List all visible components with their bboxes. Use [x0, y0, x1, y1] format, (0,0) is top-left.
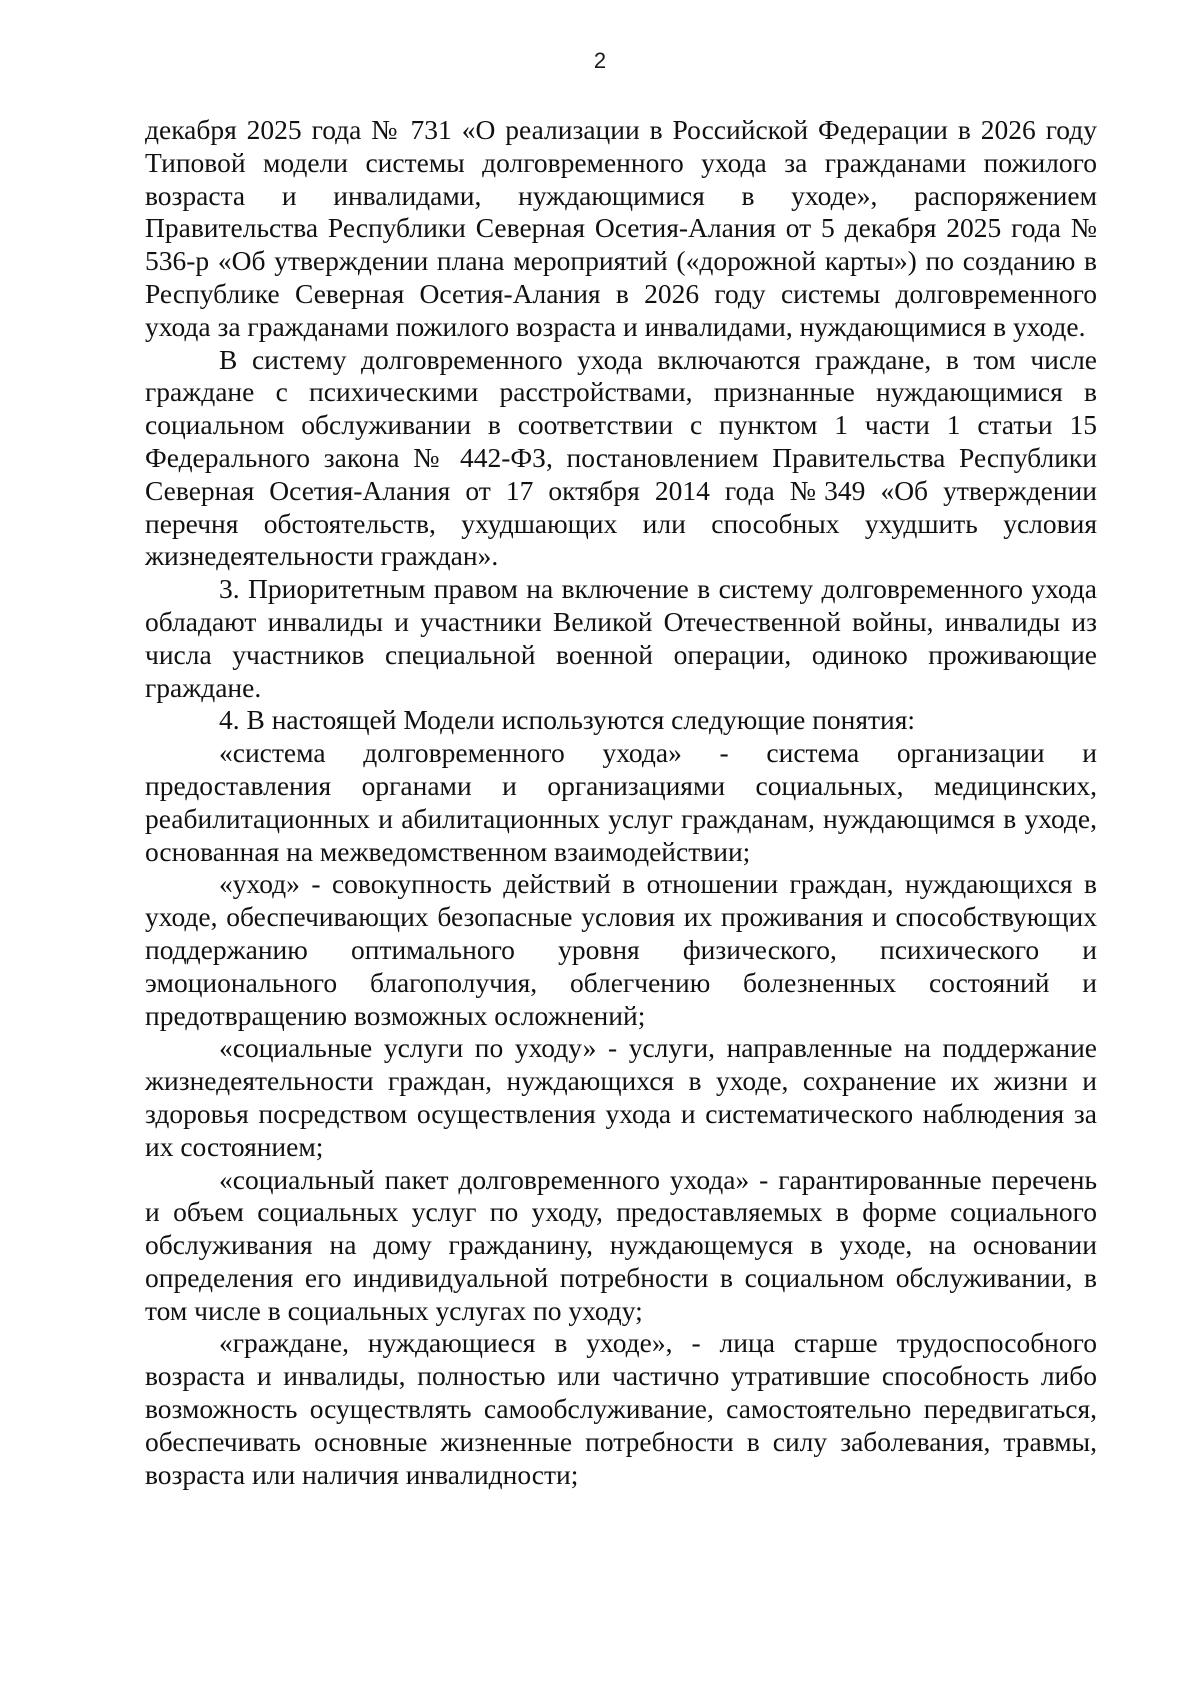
- definition-care: «уход» - совокупность действий в отношении граждан, нуждающихся в уходе, обеспечивающих безопасные условия их проживания и способствующих поддержанию оптимального уровня физического, психического и эмоционального благополучия, облегчению болезненных состояний и предотвращению возможных осложнений;: [145, 868, 1097, 1031]
- paragraph-priority-right: 3. Приоритетным правом на включение в систему долговременного ухода обладают инвалиды и участники Великой Отечественной войны, инвалиды из числа участников специальной военной операции, одиноко проживающие граждане.: [145, 573, 1097, 703]
- paragraph-continuation: декабря 2025 года № 731 «О реализации в Российской Федерации в 2026 году Типовой модели системы долговременного ухода за гражданами пожилого возраста и инвалидами, нуждающимися в уходе», распоряжением Правительства Республики Северная Осетия-Алания от 5 декабря 2025 года № 536-р «Об утверждении плана мероприятий («дорожной карты») по созданию в Республике Северная Осетия-Алания в 2026 году системы долговременного ухода за гражданами пожилого возраста и инвалидами, нуждающимися в уходе.: [145, 114, 1097, 342]
- paragraph-care-system-inclusion: В систему долговременного ухода включаются граждане, в том числе граждане с психическими расстройствами, признанные нуждающимися в социальном обслуживании в соответствии с пунктом 1 части 1 статьи 15 Федерального закона № 442-ФЗ, постановлением Правительства Республики Северная Осетия-Алания от 17 октября 2014 года №349 «Об утверждении перечня обстоятельств, ухудшающих или способных ухудшить условия жизнедеятельности граждан».: [145, 343, 1097, 572]
- document-body: [145, 114, 1097, 1491]
- paragraph-definitions-intro: 4. В настоящей Модели используются следующие понятия:: [219, 704, 916, 736]
- definition-social-care-services: «социальные услуги по уходу» - услуги, направленные на поддержание жизнедеятельности граждан, нуждающихся в уходе, сохранение их жизни и здоровья посредством осуществления ухода и систематического наблюдения за их состоянием;: [145, 1032, 1097, 1162]
- definition-long-term-care-system: «система долговременного ухода» - система организации и предоставления органами и организациями социальных, медицинских, реабилитационных и абилитационных услуг гражданам, нуждающимся в уходе, основанная на межведомственном взаимодействии;: [145, 737, 1097, 867]
- page-number: 2: [593, 48, 607, 73]
- definition-social-package: «социальный пакет долговременного ухода» - гарантированные перечень и объем социальных услуг по уходу, предоставляемых в форме социального обслуживания на дому гражданину, нуждающемуся в уходе, на основании определения его индивидуальной потребности в социальном обслуживании, в том числе в социальных услугах по уходу;: [145, 1163, 1097, 1326]
- definition-citizens-in-need: «граждане, нуждающиеся в уходе», - лица старше трудоспособного возраста и инвалиды, полностью или частично утратившие способность либо возможность осуществлять самообслуживание, самостоятельно передвигаться, обеспечивать основные жизненные потребности в силу заболевания, травмы, возраста или наличия инвалидности;: [145, 1327, 1097, 1490]
